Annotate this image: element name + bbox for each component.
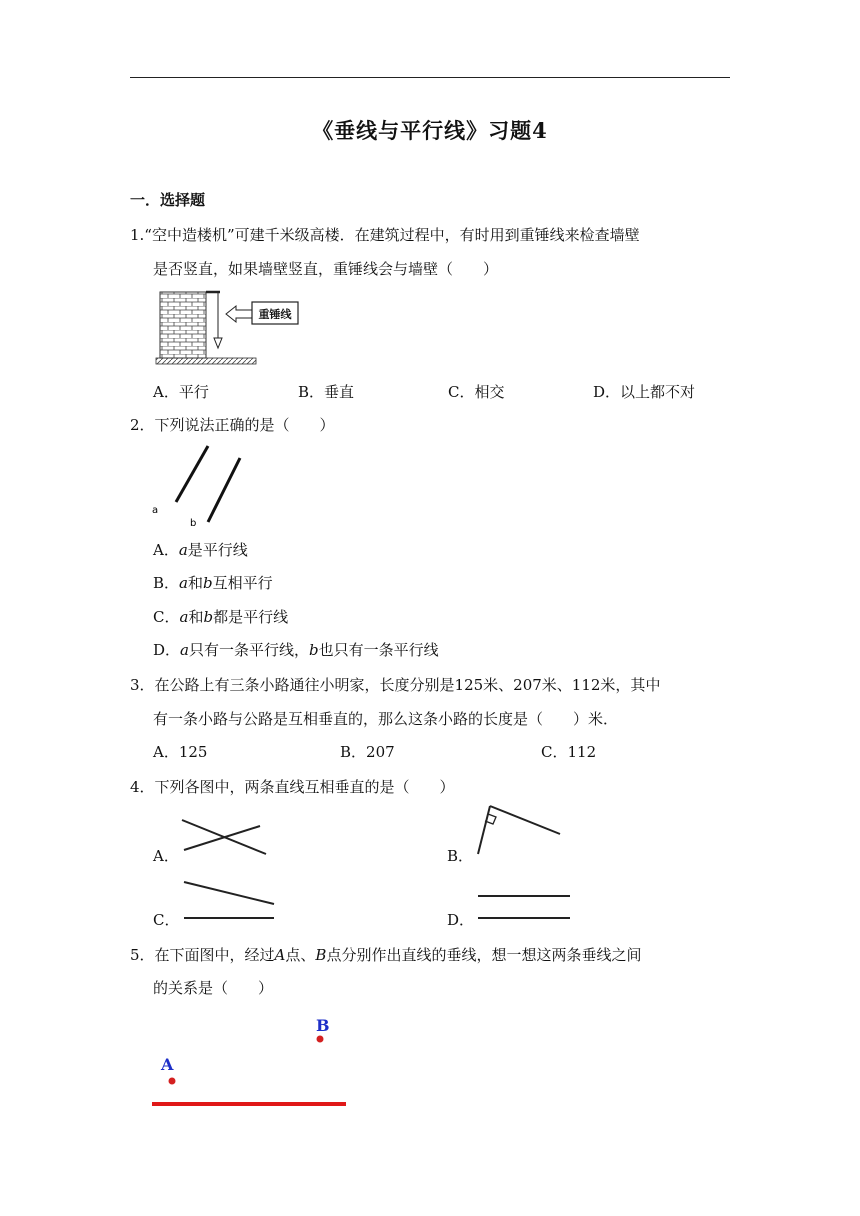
q1-figure-label: 重锤线: [258, 308, 292, 321]
q4-option-b-label: B．: [447, 847, 474, 865]
q3-option-a: A．125: [153, 743, 208, 761]
q5-stem-line1: 5．在下面图中，经过A点、B点分别作出直线的垂线，想一想这两条垂线之间: [130, 946, 642, 964]
q5-points-figure: [148, 1010, 358, 1110]
q3-option-b: B．207: [340, 743, 395, 761]
q4-figure-d: [474, 890, 574, 930]
q2-option-a: A．a是平行线: [153, 541, 248, 559]
q1-option-d: D．以上都不对: [593, 383, 696, 401]
q3-stem-line1: 3．在公路上有三条小路通往小明家，长度分别是125米、207米、112米，其中: [130, 676, 661, 694]
q1-option-b: B．垂直: [298, 383, 355, 401]
q1-option-a: A．平行: [153, 383, 209, 401]
section-heading: 一．选择题: [130, 191, 206, 209]
q5-label-b: B: [316, 1016, 330, 1035]
q3-option-c: C．112: [541, 743, 597, 761]
q2-label-b: b: [190, 518, 197, 529]
header-rule: [130, 77, 730, 78]
page-title: 《垂线与平行线》习题4: [312, 118, 548, 143]
q2-option-d: D．a只有一条平行线，b也只有一条平行线: [153, 641, 439, 659]
q5-label-a: A: [161, 1055, 174, 1074]
q2-stem: 2．下列说法正确的是（ ）: [130, 416, 335, 434]
q4-option-d-label: D．: [447, 911, 475, 929]
q4-option-c-label: C．: [153, 911, 180, 929]
q4-option-a-label: A．: [153, 847, 179, 865]
q3-stem-line2: 有一条小路与公路是互相垂直的，那么这条小路的长度是（ ）米．: [153, 710, 619, 728]
q4-figure-b: [474, 804, 569, 859]
q4-figure-c: [180, 876, 280, 926]
q1-stem-line1: 1.“空中造楼机”可建千米级高楼．在建筑过程中，有时用到重锤线来检查墙壁: [130, 226, 640, 244]
q4-stem: 4．下列各图中，两条直线互相垂直的是（ ）: [130, 778, 455, 796]
q2-lines-figure: [148, 440, 258, 532]
q5-point-a: [169, 1078, 176, 1085]
q1-option-c: C．相交: [448, 383, 505, 401]
q1-stem-line2: 是否竖直，如果墙壁竖直，重锤线会与墙壁（ ）: [153, 260, 499, 278]
q5-point-b: [317, 1036, 324, 1043]
q4-figure-a: [180, 816, 275, 861]
q2-option-b: B．a和b互相平行: [153, 574, 273, 592]
q2-label-a: a: [152, 505, 159, 516]
q2-option-c: C．a和b都是平行线: [153, 608, 289, 626]
q5-stem-line2: 的关系是（ ）: [153, 979, 274, 997]
q1-plumb-wall-figure: [156, 290, 306, 370]
